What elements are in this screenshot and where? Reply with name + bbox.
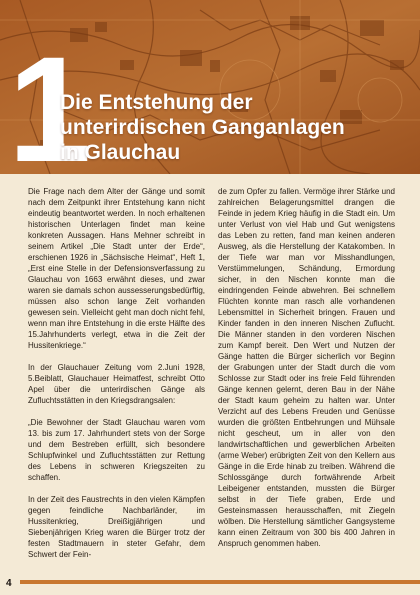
title-line: unterirdischen Ganganlagen	[60, 116, 345, 139]
text-column-right	[218, 186, 395, 549]
title-line: Die Entstehung der	[60, 91, 253, 114]
footer	[0, 573, 420, 595]
header-banner	[0, 0, 420, 174]
paragraph: In der Glauchauer Zeitung vom 2.Juni 1928, 5.Beiblatt, Glauchauer Heimatfest, schreibt Otto Apel über die unterirdischen Gänge als Zufluchtsstätten in den Kriegsdrangsalen:	[28, 363, 205, 405]
title-line: in Glauchau	[60, 141, 181, 164]
paragraph: Die Frage nach dem Alter der Gänge und somit nach dem Zeitpunkt ihrer Entstehung kann nicht eindeutig beantwortet werden. In noch erhaltenen historischen Unterlagen findet man keine konkreten Aussagen. Hans Mehner schreibt in seinem Artikel „Die Stadt unter der Erde“, erschienen 1926 in „Sächsische Heimat“, Heft 1, „Erst eine Stelle in der Defensionsverfassung zu Glauchau von 1663 erwähnt dieses, und zwar waren sie damals schon aussesserungsbedürftig, müssen also schon lange Zeit vorhanden gewesen sein. Vielleicht geht man doch nicht fehl, wenn man ihre Entstehung in die erste Hälfte des 15.Jahrhunderts verlegt, etwa in die Zeit der Hussitenkriege.“	[28, 187, 205, 350]
paragraph: de zum Opfer zu fallen. Vermöge ihrer Stärke und zahlreichen Belagerungsmittel drangen die Feinde in jedem Krieg häufig in die Stadt ein. Um unter Verlust von viel Hab und Gut wenigstens das Leben zu retten, fand man keinen anderen Ausweg, als die Herstellung der Katakomben. In der Tiefe war man vor Misshandlungen, Verstümmelungen, Schändung, Ermordung sicher, in den Nischen konnte man die eindringenden Feinde abwehren. Bei schnellem Flüchten konnte man rasch alle vorhandenen Lebensmittel in Sicherheit bringen. Frauen und Kinder fanden in den inneren Nischen Zuflucht. Die Männer standen in den vorderen Nischen zum Kampf bereit. Den Wert und Nutzen der Gänge hatten die Bürger sicherlich vor Beginn der Grabungen unter der Stadt durch die vom Schlosse zur Stadt oder ins freie Feld führenden Gänge kennen gelernt, deren Bau in der Nähe der Stadt kaum geheim zu halten war. Unter Verzicht auf des Lebens Freuden und Genüsse wurden die größten Entbehrungen und Mühsale nicht gescheut, um in aller von den landwirtschaftlichen und gewerblichen Arbeiten (arme Weber) erübrigten Zeit von den Kellern aus Gänge in die Erde hinab zu treiben. Während die Schlossgänge durch fortwährende Arbeit Leibeigener entstanden, mussten die Bürger selbst in der Tiefe graben, Erde und Gesteinsmassen herausschaffen, mit Ziegeln wölben. Die Herstellung sämtlicher Gangsysteme kann einen Zeitraum von 300 bis 400 Jahren in Anspruch genommen haben.	[218, 187, 395, 548]
paragraph: „Die Bewohner der Stadt Glauchau waren vom 13. bis zum 17. Jahrhundert stets von der Sorge und dem Bestreben erfüllt, sich besondere Schlupfwinkel und Zufluchtsstätten zur Rettung des Lebens in schweren Kriegszeiten zu schaffen.	[28, 418, 205, 482]
chapter-number: 1	[8, 25, 88, 174]
page-title	[60, 90, 360, 165]
page-number: 4	[6, 578, 12, 589]
text-column-left	[28, 186, 205, 560]
footer-rule	[20, 580, 420, 584]
paragraph: In der Zeit des Faustrechts in den vielen Kämpfen gegen feindliche Nachbarländer, im Hussitenkrieg, Dreißigjährigen und Siebenjährigen Krieg waren die Bürger trotz der festen Stadtmauern in steter Gefahr, dem Schwert der Fein-	[28, 495, 205, 559]
